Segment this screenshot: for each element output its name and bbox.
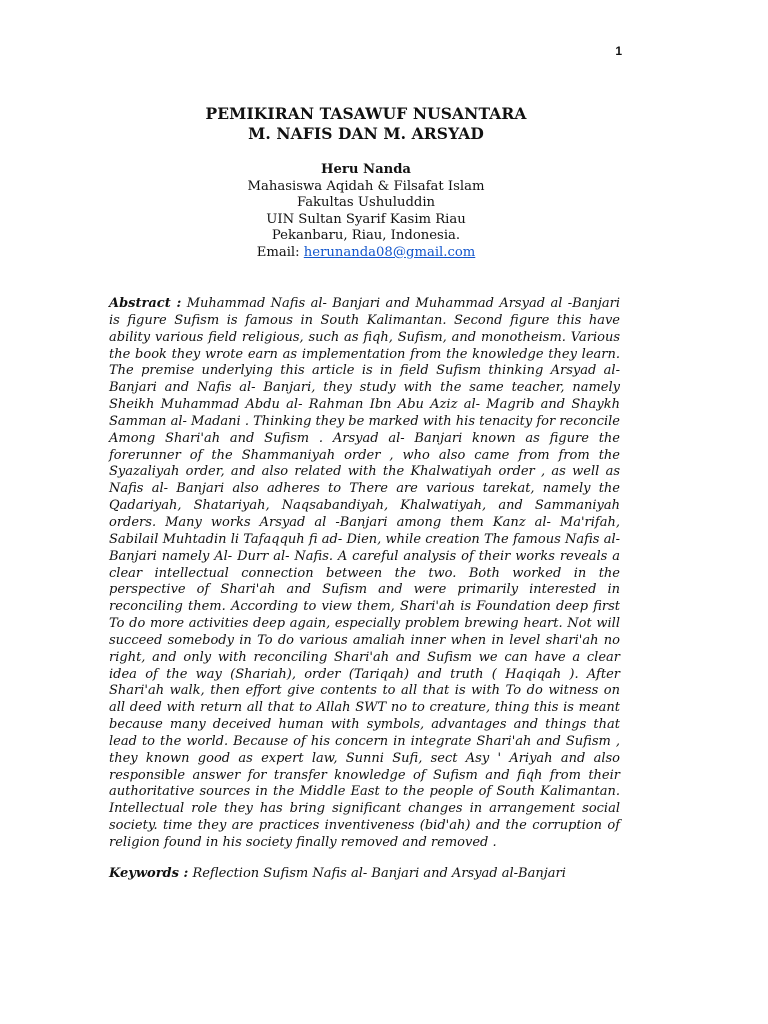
keywords-paragraph bbox=[109, 866, 620, 883]
affiliation-location: Pekanbaru, Riau, Indonesia. bbox=[271, 228, 461, 244]
email-link[interactable]: herunanda08@gmail.com bbox=[303, 244, 476, 260]
abstract-text: Muhammad Nafis al- Banjari and Muhammad Arsyad al -Banjari is figure Sufism is famous in South Kalimantan. Second figure this have ability various field religious, such as fiqh, Sufism, and monotheism. Various the book they wrote earn as implementation from the knowledge they learn. The premise underlying this article is in field Sufism thinking Arsyad al- Banjari and Nafis al- Banjari, they study with the same teacher, namely Sheikh Muhammad Abdu al- Rahman Ibn Abu Aziz al- Magrib and Shaykh Samman al- Madani . Thinking they be marked with his tenacity for reconcile Among Shari'ah and Sufism . Arsyad al- Banjari known as figure the forerunner of the Shammaniyah order , who also came from from the Syazaliyah order, and also related with the Khalwatiyah order , as well as Nafis al- Banjari also adheres to There are various tarekat, namely the Qadariyah, Shatariyah, Naqsabandiyah, Khalwatiyah, and Sammaniyah orders. Many works Arsyad al -Banjari among them Kanz al- Ma'rifah, Sabilail Muhtadin li Tafaqquh fi ad- Dien, while creation The famous Nafis al- Banjari namely Al- Durr al- Nafis. A careful analysis of their works reveals a clear intellectual connection between the two. Both worked in the perspective of Shari'ah and Sufism and were primarily interested in reconciling them. According to view them, Shari'ah is Foundation deep first To do more activities deep again, especially problem brewing heart. Not will succeed somebody in To do various amaliah inner when in level shari'ah no right, and only with reconciling Shari'ah and Sufism we can have a clear idea of the way (Shariah), order (Tariqah) and truth ( Haqiqah ). After Shari'ah walk, then effort give contents to all that is with To do witness on all deed with return all that to Allah SWT no to creature, thing this is meant because many deceived human with symbols, advantages and things that lead to the world. Because of his concern in integrate Shari'ah and Sufism , they known good as expert law, Sunni Sufi, sect Asy ' Ariyah and also responsible answer for transfer knowledge of Sufism and fiqh from their authoritative sources in the Middle East to the people of South Kalimantan. Intellectual role they has bring significant changes in arrangement social society. time they are practices inventiveness (bid'ah) and the corruption of religion found in his society finally removed and removed . bbox=[109, 296, 620, 850]
keywords-label: Keywords : bbox=[109, 866, 189, 881]
affiliation-program: Mahasiswa Aqidah & Filsafat Islam bbox=[247, 178, 485, 194]
email-line bbox=[0, 245, 732, 262]
abstract-paragraph bbox=[109, 296, 620, 852]
email-label: Email: bbox=[256, 244, 300, 260]
title-line-1: PEMIKIRAN TASAWUF NUSANTARA bbox=[205, 104, 527, 123]
abstract-label: Abstract : bbox=[109, 296, 182, 311]
keywords-text: Reflection Sufism Nafis al- Banjari and Arsyad al-Banjari bbox=[192, 866, 566, 881]
affiliation-faculty: Fakultas Ushuluddin bbox=[296, 195, 436, 211]
affiliation-university: UIN Sultan Syarif Kasim Riau bbox=[266, 211, 466, 227]
page-number: 1 bbox=[615, 44, 622, 58]
author-name: Heru Nanda bbox=[321, 162, 411, 177]
title-line-2: M. NAFIS DAN M. ARSYAD bbox=[248, 124, 484, 143]
author-block bbox=[0, 162, 732, 262]
paper-title bbox=[0, 104, 732, 144]
